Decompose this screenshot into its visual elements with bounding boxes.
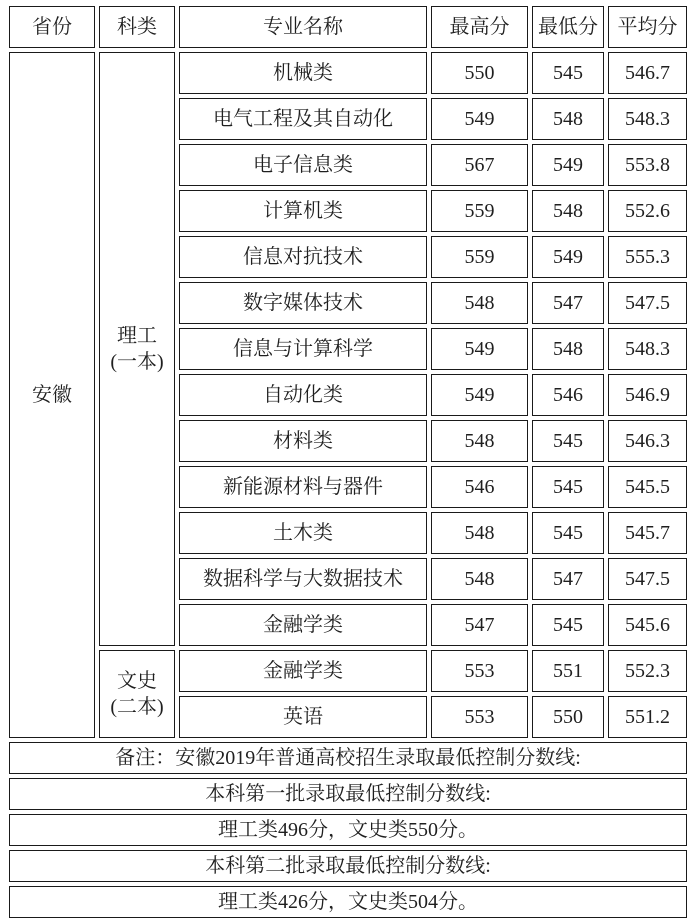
max-score-cell: 553: [431, 696, 528, 738]
major-cell: 金融学类: [179, 650, 427, 692]
max-score-cell: 550: [431, 52, 528, 94]
min-score-cell: 548: [532, 328, 604, 370]
min-score-cell: 547: [532, 282, 604, 324]
avg-score-cell: 545.7: [608, 512, 687, 554]
note-batch1-title-text: 本科第一批录取最低控制分数线:: [9, 778, 687, 810]
max-score-cell: 548: [431, 420, 528, 462]
avg-score-cell: 546.3: [608, 420, 687, 462]
col-header-avg-score: 平均分: [608, 6, 687, 48]
min-score-cell: 547: [532, 558, 604, 600]
avg-score-cell: 545.6: [608, 604, 687, 646]
avg-score-cell: 548.3: [608, 98, 687, 140]
category-line2: (二本): [110, 696, 164, 718]
avg-score-cell: 547.5: [608, 558, 687, 600]
major-cell: 数据科学与大数据技术: [179, 558, 427, 600]
col-header-major: 专业名称: [179, 6, 427, 48]
category-cell-science: [99, 52, 175, 646]
table-row: [9, 650, 687, 692]
avg-score-cell: 552.3: [608, 650, 687, 692]
avg-score-cell: 555.3: [608, 236, 687, 278]
admission-score-table: [5, 2, 691, 922]
min-score-cell: 545: [532, 52, 604, 94]
avg-score-cell: 553.8: [608, 144, 687, 186]
major-cell: 金融学类: [179, 604, 427, 646]
max-score-cell: 567: [431, 144, 528, 186]
note-row-remark: [9, 742, 687, 774]
note-remark-text: 备注：安徽2019年普通高校招生录取最低控制分数线:: [9, 742, 687, 774]
note-row-batch2-scores: [9, 886, 687, 918]
note-batch2-title-text: 本科第二批录取最低控制分数线:: [9, 850, 687, 882]
min-score-cell: 551: [532, 650, 604, 692]
major-cell: 电气工程及其自动化: [179, 98, 427, 140]
major-cell: 英语: [179, 696, 427, 738]
province-cell: 安徽: [9, 52, 95, 738]
avg-score-cell: 547.5: [608, 282, 687, 324]
min-score-cell: 545: [532, 466, 604, 508]
major-cell: 材料类: [179, 420, 427, 462]
major-cell: 计算机类: [179, 190, 427, 232]
major-cell: 数字媒体技术: [179, 282, 427, 324]
major-cell: 土木类: [179, 512, 427, 554]
major-cell: 自动化类: [179, 374, 427, 416]
min-score-cell: 550: [532, 696, 604, 738]
max-score-cell: 548: [431, 512, 528, 554]
min-score-cell: 548: [532, 98, 604, 140]
max-score-cell: 549: [431, 328, 528, 370]
min-score-cell: 545: [532, 420, 604, 462]
category-cell-liberal-arts: [99, 650, 175, 738]
min-score-cell: 549: [532, 144, 604, 186]
note-row-batch1-title: [9, 778, 687, 810]
major-cell: 电子信息类: [179, 144, 427, 186]
avg-score-cell: 546.9: [608, 374, 687, 416]
max-score-cell: 548: [431, 282, 528, 324]
min-score-cell: 546: [532, 374, 604, 416]
min-score-cell: 545: [532, 512, 604, 554]
note-row-batch2-title: [9, 850, 687, 882]
max-score-cell: 546: [431, 466, 528, 508]
category-line1: 理工: [117, 325, 157, 347]
avg-score-cell: 551.2: [608, 696, 687, 738]
min-score-cell: 545: [532, 604, 604, 646]
max-score-cell: 549: [431, 374, 528, 416]
max-score-cell: 559: [431, 190, 528, 232]
major-cell: 新能源材料与器件: [179, 466, 427, 508]
col-header-category: 科类: [99, 6, 175, 48]
min-score-cell: 548: [532, 190, 604, 232]
max-score-cell: 553: [431, 650, 528, 692]
col-header-max-score: 最高分: [431, 6, 528, 48]
avg-score-cell: 545.5: [608, 466, 687, 508]
col-header-min-score: 最低分: [532, 6, 604, 48]
col-header-province: 省份: [9, 6, 95, 48]
note-row-batch1-scores: [9, 814, 687, 846]
category-line1: 文史: [117, 670, 157, 692]
category-line2: (一本): [110, 351, 164, 373]
avg-score-cell: 546.7: [608, 52, 687, 94]
min-score-cell: 549: [532, 236, 604, 278]
major-cell: 机械类: [179, 52, 427, 94]
table-row: [9, 52, 687, 94]
max-score-cell: 547: [431, 604, 528, 646]
note-batch1-scores-text: 理工类496分，文史类550分。: [9, 814, 687, 846]
major-cell: 信息与计算科学: [179, 328, 427, 370]
max-score-cell: 548: [431, 558, 528, 600]
max-score-cell: 559: [431, 236, 528, 278]
note-batch2-scores-text: 理工类426分，文史类504分。: [9, 886, 687, 918]
major-cell: 信息对抗技术: [179, 236, 427, 278]
avg-score-cell: 552.6: [608, 190, 687, 232]
max-score-cell: 549: [431, 98, 528, 140]
header-row: [9, 6, 687, 48]
avg-score-cell: 548.3: [608, 328, 687, 370]
